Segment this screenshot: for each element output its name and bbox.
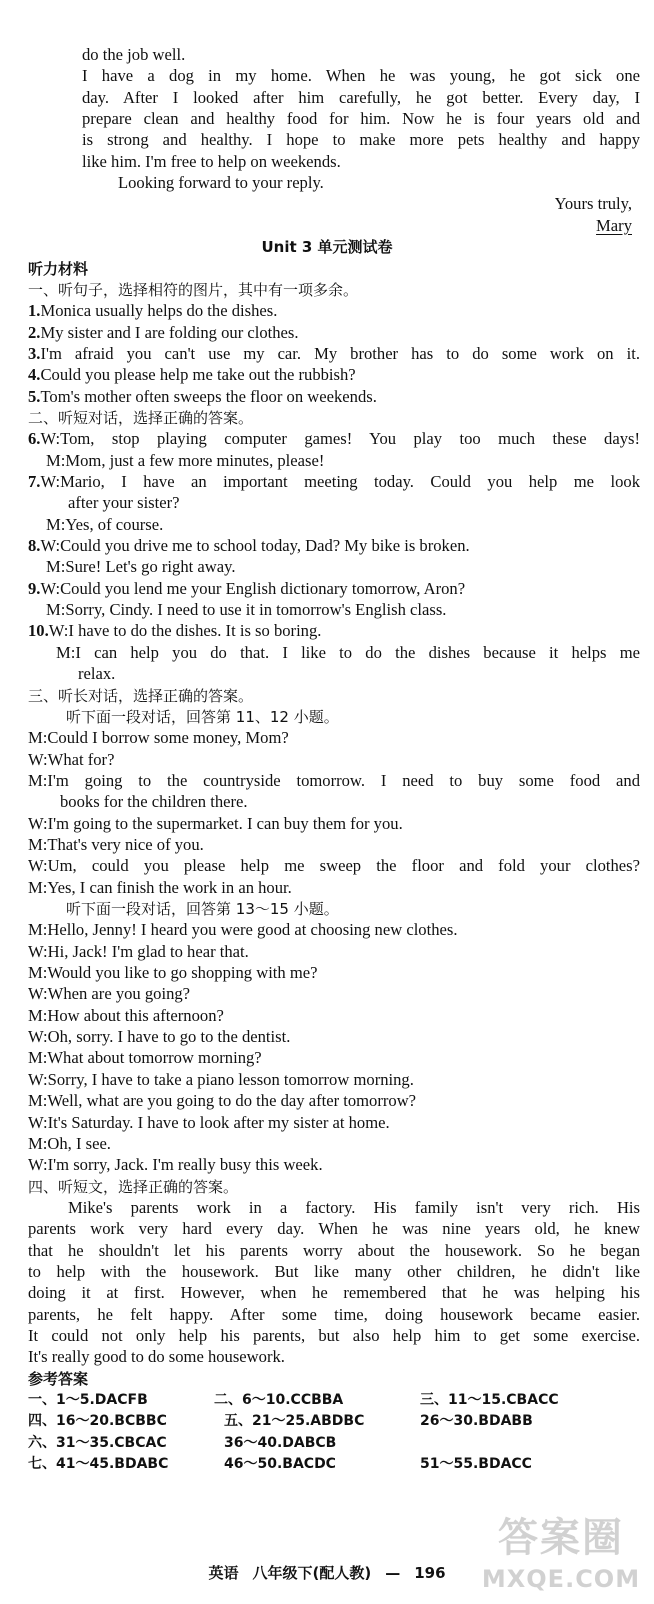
dialogue-line: M:Sorry, Cindy. I need to use it in tomorrow's English class.	[46, 600, 447, 620]
footer-subject: 英语	[208, 1564, 239, 1582]
dialogue-line: W:What for?	[28, 749, 115, 769]
passage-line: Mike's parents work in a factory. His family isn't very rich. His	[68, 1197, 640, 1217]
dialogue-text: W:Could you drive me to school today, Dad? My bike is broken.	[40, 536, 470, 556]
list-item	[28, 364, 640, 386]
dialogue-line: M:Oh, I see.	[28, 1133, 111, 1153]
answer-cell: 三、11～15.CBACC	[420, 1392, 559, 1409]
passage-line: doing it at first. However, when he remembered that he was helping his	[28, 1283, 640, 1303]
dialogue-line: W:Um, could you please help me sweep the floor and fold your clothes?	[28, 856, 640, 876]
answer-row	[28, 1410, 640, 1432]
dialogue-text: W:I have to do the dishes. It is so boring.	[48, 621, 322, 641]
dialogue-text: W:Tom, stop playing computer games! You play too much these days!	[40, 429, 640, 449]
part3-intro-1: 听下面一段对话，回答第 11、12 小题。	[66, 707, 339, 726]
answer-cell: 26～30.BDABB	[420, 1413, 533, 1430]
dialogue-line: W:When are you going?	[28, 984, 191, 1004]
letter-line: day. After I looked after him carefully, he got better. Every day, I	[82, 87, 640, 107]
item-number: 5.	[28, 386, 41, 406]
answer-cell: 二、6～10.CCBBA	[214, 1392, 344, 1409]
item-number: 1.	[28, 301, 41, 321]
list-item	[28, 300, 640, 322]
list-item	[28, 386, 640, 408]
dialogue-line: W:Oh, sorry. I have to go to the dentist.	[28, 1027, 291, 1047]
item-text: My sister and I are folding our clothes.	[40, 322, 299, 342]
answer-cell: 一、1～5.DACFB	[28, 1392, 148, 1409]
item-number: 3.	[28, 343, 41, 363]
letter-signature: Mary	[596, 215, 632, 235]
section-heading: 听力材料	[28, 259, 89, 278]
letter-line: do the job well.	[82, 45, 186, 64]
answer-cell: 四、16～20.BCBBC	[28, 1413, 167, 1430]
item-number: 8.	[28, 536, 41, 556]
dialogue-line	[28, 428, 640, 450]
item-text: Tom's mother often sweeps the floor on weekends.	[40, 386, 377, 406]
footer-dash: —	[385, 1564, 401, 1582]
part3-intro-2: 听下面一段对话，回答第 13～15 小题。	[66, 900, 339, 918]
letter-line: I have a dog in my home. When he was young, he got sick one	[82, 66, 640, 86]
answer-cell: 51～55.BDACC	[420, 1456, 532, 1473]
item-number: 7.	[28, 472, 41, 491]
passage-line: that he shouldn't let his parents worry about the housework. So he began	[28, 1240, 640, 1260]
dialogue-line: M:I can help you do that. I like to do the dishes because it helps me	[56, 642, 640, 662]
unit-title	[0, 236, 654, 258]
item-text: Monica usually helps do the dishes.	[40, 301, 278, 321]
letter-line: like him. I'm free to help on weekends.	[82, 151, 341, 171]
dialogue-line: M:Could I borrow some money, Mom?	[28, 728, 289, 748]
dialogue-line	[28, 471, 640, 493]
part2-heading: 二、听短对话，选择正确的答案。	[28, 408, 254, 427]
dialogue-line: M:I'm going to the countryside tomorrow. I need to buy some food and	[28, 770, 640, 790]
answer-cell: 五、21～25.ABDBC	[224, 1413, 365, 1430]
passage-line: parents, he felt happy. After some time, doing housework became easier.	[28, 1304, 640, 1324]
item-number: 4.	[28, 365, 41, 385]
dialogue-line	[28, 578, 640, 600]
footer-page: 196	[414, 1564, 446, 1582]
dialogue-line	[28, 535, 640, 557]
passage-line: parents work very hard every day. When he was nine years old, he knew	[28, 1219, 640, 1239]
answer-row	[28, 1389, 640, 1411]
answer-row	[28, 1453, 640, 1475]
letter-closing: Yours truly,	[554, 194, 632, 214]
letter-line: prepare clean and healthy food for him. Now he is four years old and	[82, 109, 640, 129]
dialogue-line: W:I'm sorry, Jack. I'm really busy this week.	[28, 1155, 323, 1175]
dialogue-text: W:Mario, I have an important meeting today. Could you help me look	[40, 472, 640, 491]
dialogue-line: M:Sure! Let's go right away.	[46, 557, 236, 577]
letter-line: Looking forward to your reply.	[118, 173, 324, 193]
answer-cell: 六、31～35.CBCAC	[28, 1434, 167, 1451]
item-text: Could you please help me take out the rubbish?	[40, 365, 356, 385]
footer-grade: 八年级下(配人教)	[252, 1564, 372, 1582]
passage-line: to help with the housework. But like many other children, he didn't like	[28, 1261, 640, 1281]
passage-line: It's really good to do some housework.	[28, 1347, 285, 1367]
dialogue-line: relax.	[78, 664, 116, 684]
dialogue-line: W:Sorry, I have to take a piano lesson tomorrow morning.	[28, 1069, 414, 1089]
letter-line: is strong and healthy. I hope to make more pets healthy and happy	[82, 130, 640, 150]
dialogue-line: M:What about tomorrow morning?	[28, 1048, 262, 1068]
list-item	[28, 343, 640, 365]
dialogue-line: M:That's very nice of you.	[28, 834, 204, 854]
answer-row	[28, 1432, 640, 1454]
item-number: 9.	[28, 578, 41, 598]
dialogue-line: after your sister?	[68, 493, 180, 513]
watermark-logo	[476, 1512, 646, 1604]
dialogue-line: M:Well, what are you going to do the day after tomorrow?	[28, 1091, 417, 1111]
dialogue-line: M:Yes, I can finish the work in an hour.	[28, 877, 292, 897]
dialogue-line: W:Hi, Jack! I'm glad to hear that.	[28, 941, 249, 961]
answer-cell: 36～40.DABCB	[224, 1434, 337, 1451]
part4-heading: 四、听短文，选择正确的答案。	[28, 1177, 239, 1196]
dialogue-line: M:Mom, just a few more minutes, please!	[46, 450, 325, 470]
item-number: 2.	[28, 322, 41, 342]
answer-cell: 七、41～45.BDABC	[28, 1456, 169, 1473]
passage-line: It could not only help his parents, but also help him to get some exercise.	[28, 1326, 640, 1345]
answer-cell: 46～50.BACDC	[224, 1456, 336, 1473]
part3-heading: 三、听长对话，选择正确的答案。	[28, 686, 254, 705]
unit-title-text: Unit 3 单元测试卷	[261, 238, 393, 257]
item-number: 6.	[28, 429, 41, 449]
answers-heading: 参考答案	[28, 1369, 89, 1388]
dialogue-line: M:Would you like to go shopping with me?	[28, 963, 318, 983]
dialogue-line: M:Yes, of course.	[46, 514, 164, 534]
watermark-bottom: MXQE.COM	[481, 1565, 641, 1593]
part1-heading: 一、听句子，选择相符的图片，其中有一项多余。	[28, 280, 359, 299]
item-number: 10.	[28, 621, 49, 641]
dialogue-line: books for the children there.	[60, 792, 248, 812]
dialogue-text: W:Could you lend me your English dictionary tomorrow, Aron?	[40, 578, 466, 598]
dialogue-line: W:It's Saturday. I have to look after my sister at home.	[28, 1112, 390, 1132]
watermark-top: 答案圈	[498, 1515, 624, 1561]
dialogue-line: W:I'm going to the supermarket. I can buy them for you.	[28, 813, 403, 833]
dialogue-line	[28, 620, 640, 642]
item-text: I'm afraid you can't use my car. My brother has to do some work on it.	[40, 343, 640, 363]
list-item	[28, 322, 640, 344]
dialogue-line: M:Hello, Jenny! I heard you were good at choosing new clothes.	[28, 920, 458, 940]
dialogue-line: M:How about this afternoon?	[28, 1005, 224, 1025]
